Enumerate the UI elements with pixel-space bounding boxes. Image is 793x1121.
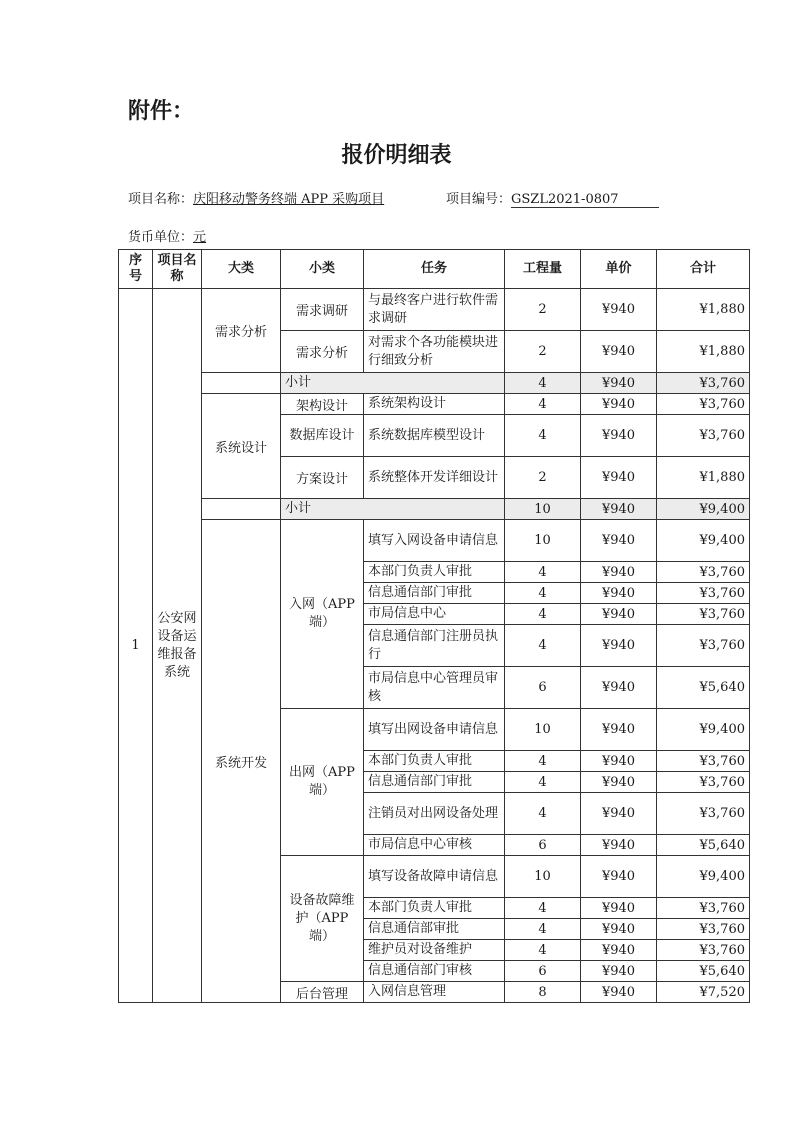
- total-cell: ¥5,640: [657, 835, 750, 856]
- total-cell: ¥3,760: [657, 793, 750, 835]
- header-major: 大类: [202, 250, 281, 289]
- qty-cell: 4: [505, 604, 581, 625]
- task-cell: 市局信息中心: [364, 604, 505, 625]
- task-cell: 填写入网设备申请信息: [364, 520, 505, 562]
- minor-db: 数据库设计: [281, 415, 364, 457]
- price-cell: ¥940: [581, 709, 657, 751]
- price-cell: ¥940: [581, 289, 657, 331]
- qty-cell: 10: [505, 499, 581, 520]
- task-cell: 与最终客户进行软件需求调研: [364, 289, 505, 331]
- minor-backend: 后台管理: [281, 982, 364, 1003]
- project-name: 庆阳移动警务终端 APP 采购项目: [193, 192, 385, 207]
- price-cell: ¥940: [581, 793, 657, 835]
- task-cell: 信息通信部门审核: [364, 961, 505, 982]
- price-cell: ¥940: [581, 331, 657, 373]
- qty-cell: 2: [505, 289, 581, 331]
- major-design: 系统设计: [202, 394, 281, 499]
- qty-cell: 6: [505, 667, 581, 709]
- price-cell: ¥940: [581, 667, 657, 709]
- header-qty: 工程量: [505, 250, 581, 289]
- qty-cell: 4: [505, 415, 581, 457]
- price-cell: ¥940: [581, 583, 657, 604]
- total-cell: ¥5,640: [657, 667, 750, 709]
- minor-net-out: 出网（APP 端）: [281, 709, 364, 856]
- qty-cell: 4: [505, 772, 581, 793]
- task-cell: 系统整体开发详细设计: [364, 457, 505, 499]
- qty-cell: 4: [505, 793, 581, 835]
- qty-cell: 4: [505, 394, 581, 415]
- table-row: [119, 289, 750, 331]
- minor-req-research: 需求调研: [281, 289, 364, 331]
- header-item: 项目名称: [153, 250, 202, 289]
- task-cell: 本部门负责人审批: [364, 562, 505, 583]
- page-title: 报价明细表: [341, 143, 452, 168]
- currency-label: 货币单位：: [128, 230, 194, 245]
- price-cell: ¥940: [581, 919, 657, 940]
- total-cell: ¥9,400: [657, 709, 750, 751]
- task-cell: 信息通信部门审批: [364, 583, 505, 604]
- table-row: [119, 394, 750, 415]
- total-cell: ¥9,400: [657, 520, 750, 562]
- total-cell: ¥3,760: [657, 415, 750, 457]
- price-cell: ¥940: [581, 835, 657, 856]
- major-req: 需求分析: [202, 289, 281, 373]
- total-cell: ¥1,880: [657, 289, 750, 331]
- total-cell: ¥3,760: [657, 562, 750, 583]
- project-no-label: 项目编号：: [446, 192, 512, 207]
- qty-cell: 4: [505, 373, 581, 394]
- qty-cell: 4: [505, 751, 581, 772]
- task-cell: 系统架构设计: [364, 394, 505, 415]
- price-cell: ¥940: [581, 373, 657, 394]
- minor-fault: 设备故障维护（APP 端）: [281, 856, 364, 982]
- subtotal-row: [119, 373, 750, 394]
- total-cell: ¥1,880: [657, 457, 750, 499]
- seq-cell: 1: [119, 289, 153, 1003]
- price-cell: ¥940: [581, 751, 657, 772]
- price-cell: ¥940: [581, 625, 657, 667]
- item-cell: 公安网设备运维报备系统: [153, 289, 202, 1003]
- total-cell: ¥7,520: [657, 982, 750, 1003]
- header-task: 任务: [364, 250, 505, 289]
- task-cell: 信息通信部门审批: [364, 772, 505, 793]
- qty-cell: 10: [505, 520, 581, 562]
- task-cell: 信息通信部审批: [364, 919, 505, 940]
- quote-table: [118, 249, 750, 1003]
- price-cell: ¥940: [581, 457, 657, 499]
- total-cell: ¥3,760: [657, 898, 750, 919]
- project-no: GSZL2021-0807: [511, 192, 659, 208]
- project-no-line: [446, 188, 659, 208]
- task-cell: 信息通信部门注册员执行: [364, 625, 505, 667]
- price-cell: ¥940: [581, 772, 657, 793]
- price-cell: ¥940: [581, 604, 657, 625]
- price-cell: ¥940: [581, 898, 657, 919]
- price-cell: ¥940: [581, 520, 657, 562]
- price-cell: ¥940: [581, 856, 657, 898]
- total-cell: ¥3,760: [657, 751, 750, 772]
- qty-cell: 10: [505, 856, 581, 898]
- task-cell: 市局信息中心审核: [364, 835, 505, 856]
- qty-cell: 8: [505, 982, 581, 1003]
- total-cell: ¥3,760: [657, 940, 750, 961]
- qty-cell: 4: [505, 583, 581, 604]
- header-row: [119, 250, 750, 289]
- qty-cell: 4: [505, 625, 581, 667]
- attachment-label: 附件：: [128, 99, 195, 124]
- qty-cell: 4: [505, 898, 581, 919]
- currency-line: [128, 226, 206, 245]
- task-cell: 本部门负责人审批: [364, 751, 505, 772]
- task-cell: 维护员对设备维护: [364, 940, 505, 961]
- qty-cell: 4: [505, 919, 581, 940]
- header-minor: 小类: [281, 250, 364, 289]
- task-cell: 注销员对出网设备处理: [364, 793, 505, 835]
- total-cell: ¥9,400: [657, 856, 750, 898]
- qty-cell: 6: [505, 961, 581, 982]
- task-cell: 填写出网设备申请信息: [364, 709, 505, 751]
- qty-cell: 6: [505, 835, 581, 856]
- total-cell: ¥5,640: [657, 961, 750, 982]
- price-cell: ¥940: [581, 415, 657, 457]
- currency: 元: [193, 230, 207, 245]
- qty-cell: 4: [505, 940, 581, 961]
- project-name-label: 项目名称：: [128, 192, 194, 207]
- price-cell: ¥940: [581, 982, 657, 1003]
- qty-cell: 2: [505, 331, 581, 373]
- table-row: [119, 520, 750, 562]
- total-cell: ¥3,760: [657, 394, 750, 415]
- task-cell: 入网信息管理: [364, 982, 505, 1003]
- project-name-line: [128, 188, 384, 207]
- price-cell: ¥940: [581, 961, 657, 982]
- total-cell: ¥1,880: [657, 331, 750, 373]
- header-price: 单价: [581, 250, 657, 289]
- subtotal-row: [119, 499, 750, 520]
- minor-arch: 架构设计: [281, 394, 364, 415]
- total-cell: ¥3,760: [657, 604, 750, 625]
- qty-cell: 10: [505, 709, 581, 751]
- qty-cell: 4: [505, 562, 581, 583]
- subtotal-label: 小计: [281, 499, 505, 520]
- total-cell: ¥9,400: [657, 499, 750, 520]
- minor-req-analysis: 需求分析: [281, 331, 364, 373]
- price-cell: ¥940: [581, 562, 657, 583]
- major-dev: 系统开发: [202, 520, 281, 1003]
- qty-cell: 2: [505, 457, 581, 499]
- header-seq: 序号: [119, 250, 153, 289]
- header-total: 合计: [657, 250, 750, 289]
- total-cell: ¥3,760: [657, 583, 750, 604]
- task-cell: 系统数据库模型设计: [364, 415, 505, 457]
- price-cell: ¥940: [581, 499, 657, 520]
- total-cell: ¥3,760: [657, 919, 750, 940]
- task-cell: 对需求个各功能模块进行细致分析: [364, 331, 505, 373]
- minor-net-in: 入网（APP 端）: [281, 520, 364, 709]
- minor-plan: 方案设计: [281, 457, 364, 499]
- task-cell: 填写设备故障申请信息: [364, 856, 505, 898]
- price-cell: ¥940: [581, 394, 657, 415]
- total-cell: ¥3,760: [657, 625, 750, 667]
- task-cell: 市局信息中心管理员审核: [364, 667, 505, 709]
- total-cell: ¥3,760: [657, 373, 750, 394]
- subtotal-label: 小计: [281, 373, 505, 394]
- price-cell: ¥940: [581, 940, 657, 961]
- total-cell: ¥3,760: [657, 772, 750, 793]
- task-cell: 本部门负责人审批: [364, 898, 505, 919]
